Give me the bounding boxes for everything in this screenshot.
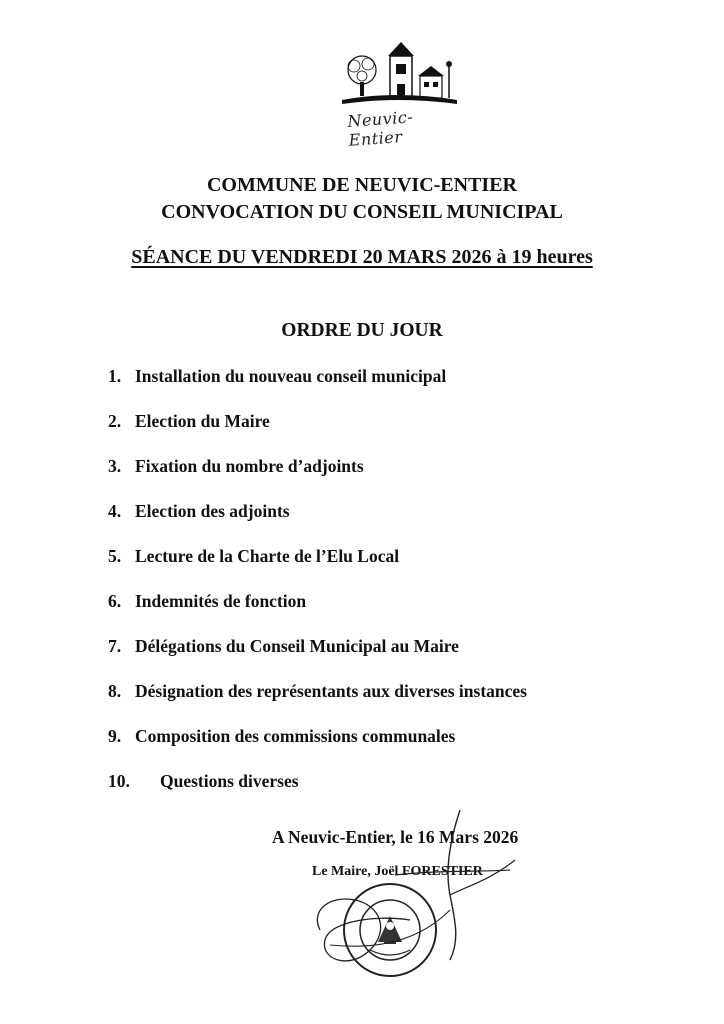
mayor-signature-line: Le Maire, Joël FORESTIER: [312, 864, 483, 879]
village-logo-icon: [332, 36, 462, 116]
seance-title: [0, 247, 724, 267]
agenda-item: [108, 456, 668, 501]
agenda-label: Installation du nouveau conseil municipal: [135, 366, 447, 386]
agenda-item: [108, 411, 668, 456]
agenda-list: [108, 366, 668, 816]
agenda-label: Election du Maire: [135, 411, 270, 431]
agenda-number: 9.: [108, 726, 122, 746]
agenda-item: [108, 636, 668, 681]
seance-text: SÉANCE DU VENDREDI 20 MARS 2026 à 19 heures: [131, 246, 593, 268]
commune-title: COMMUNE DE NEUVIC-ENTIER: [206, 174, 517, 196]
agenda-item: [108, 591, 668, 636]
convocation-title: CONVOCATION DU CONSEIL MUNICIPAL: [161, 201, 563, 223]
date-line: A Neuvic-Entier, le 16 Mars 2026: [272, 827, 519, 847]
agenda-item: [108, 726, 668, 771]
agenda-number: 8.: [108, 681, 122, 701]
ordre-du-jour-title: ORDRE DU JOUR: [281, 320, 443, 341]
agenda-item: [108, 546, 668, 591]
agenda-number: 5.: [108, 546, 122, 566]
agenda-number: 7.: [108, 636, 122, 656]
official-stamp: [340, 880, 440, 980]
agenda-number: 2.: [108, 411, 122, 431]
agenda-item: [108, 366, 668, 411]
agenda-label: Indemnités de fonction: [135, 591, 307, 611]
agenda-item: [108, 771, 668, 816]
agenda-label: Election des adjoints: [135, 501, 290, 521]
agenda-number: 6.: [108, 591, 122, 611]
agenda-label: Désignation des représentants aux diverses instances: [135, 681, 527, 701]
agenda-number: 4.: [108, 501, 122, 521]
agenda-label: Questions diverses: [160, 771, 299, 791]
agenda-number: 10.: [108, 771, 130, 791]
agenda-item: [108, 501, 668, 546]
stamp-seal-icon: [340, 880, 440, 980]
agenda-number: 3.: [108, 456, 122, 476]
logo-text: Neuvic-Entier: [346, 107, 414, 150]
agenda-label: Délégations du Conseil Municipal au Maire: [135, 636, 459, 656]
agenda-label: Fixation du nombre d’adjoints: [135, 456, 364, 476]
agenda-item: [108, 681, 668, 726]
agenda-label: Lecture de la Charte de l’Elu Local: [135, 546, 400, 566]
agenda-number: 1.: [108, 366, 122, 386]
agenda-label: Composition des commissions communales: [135, 726, 456, 746]
